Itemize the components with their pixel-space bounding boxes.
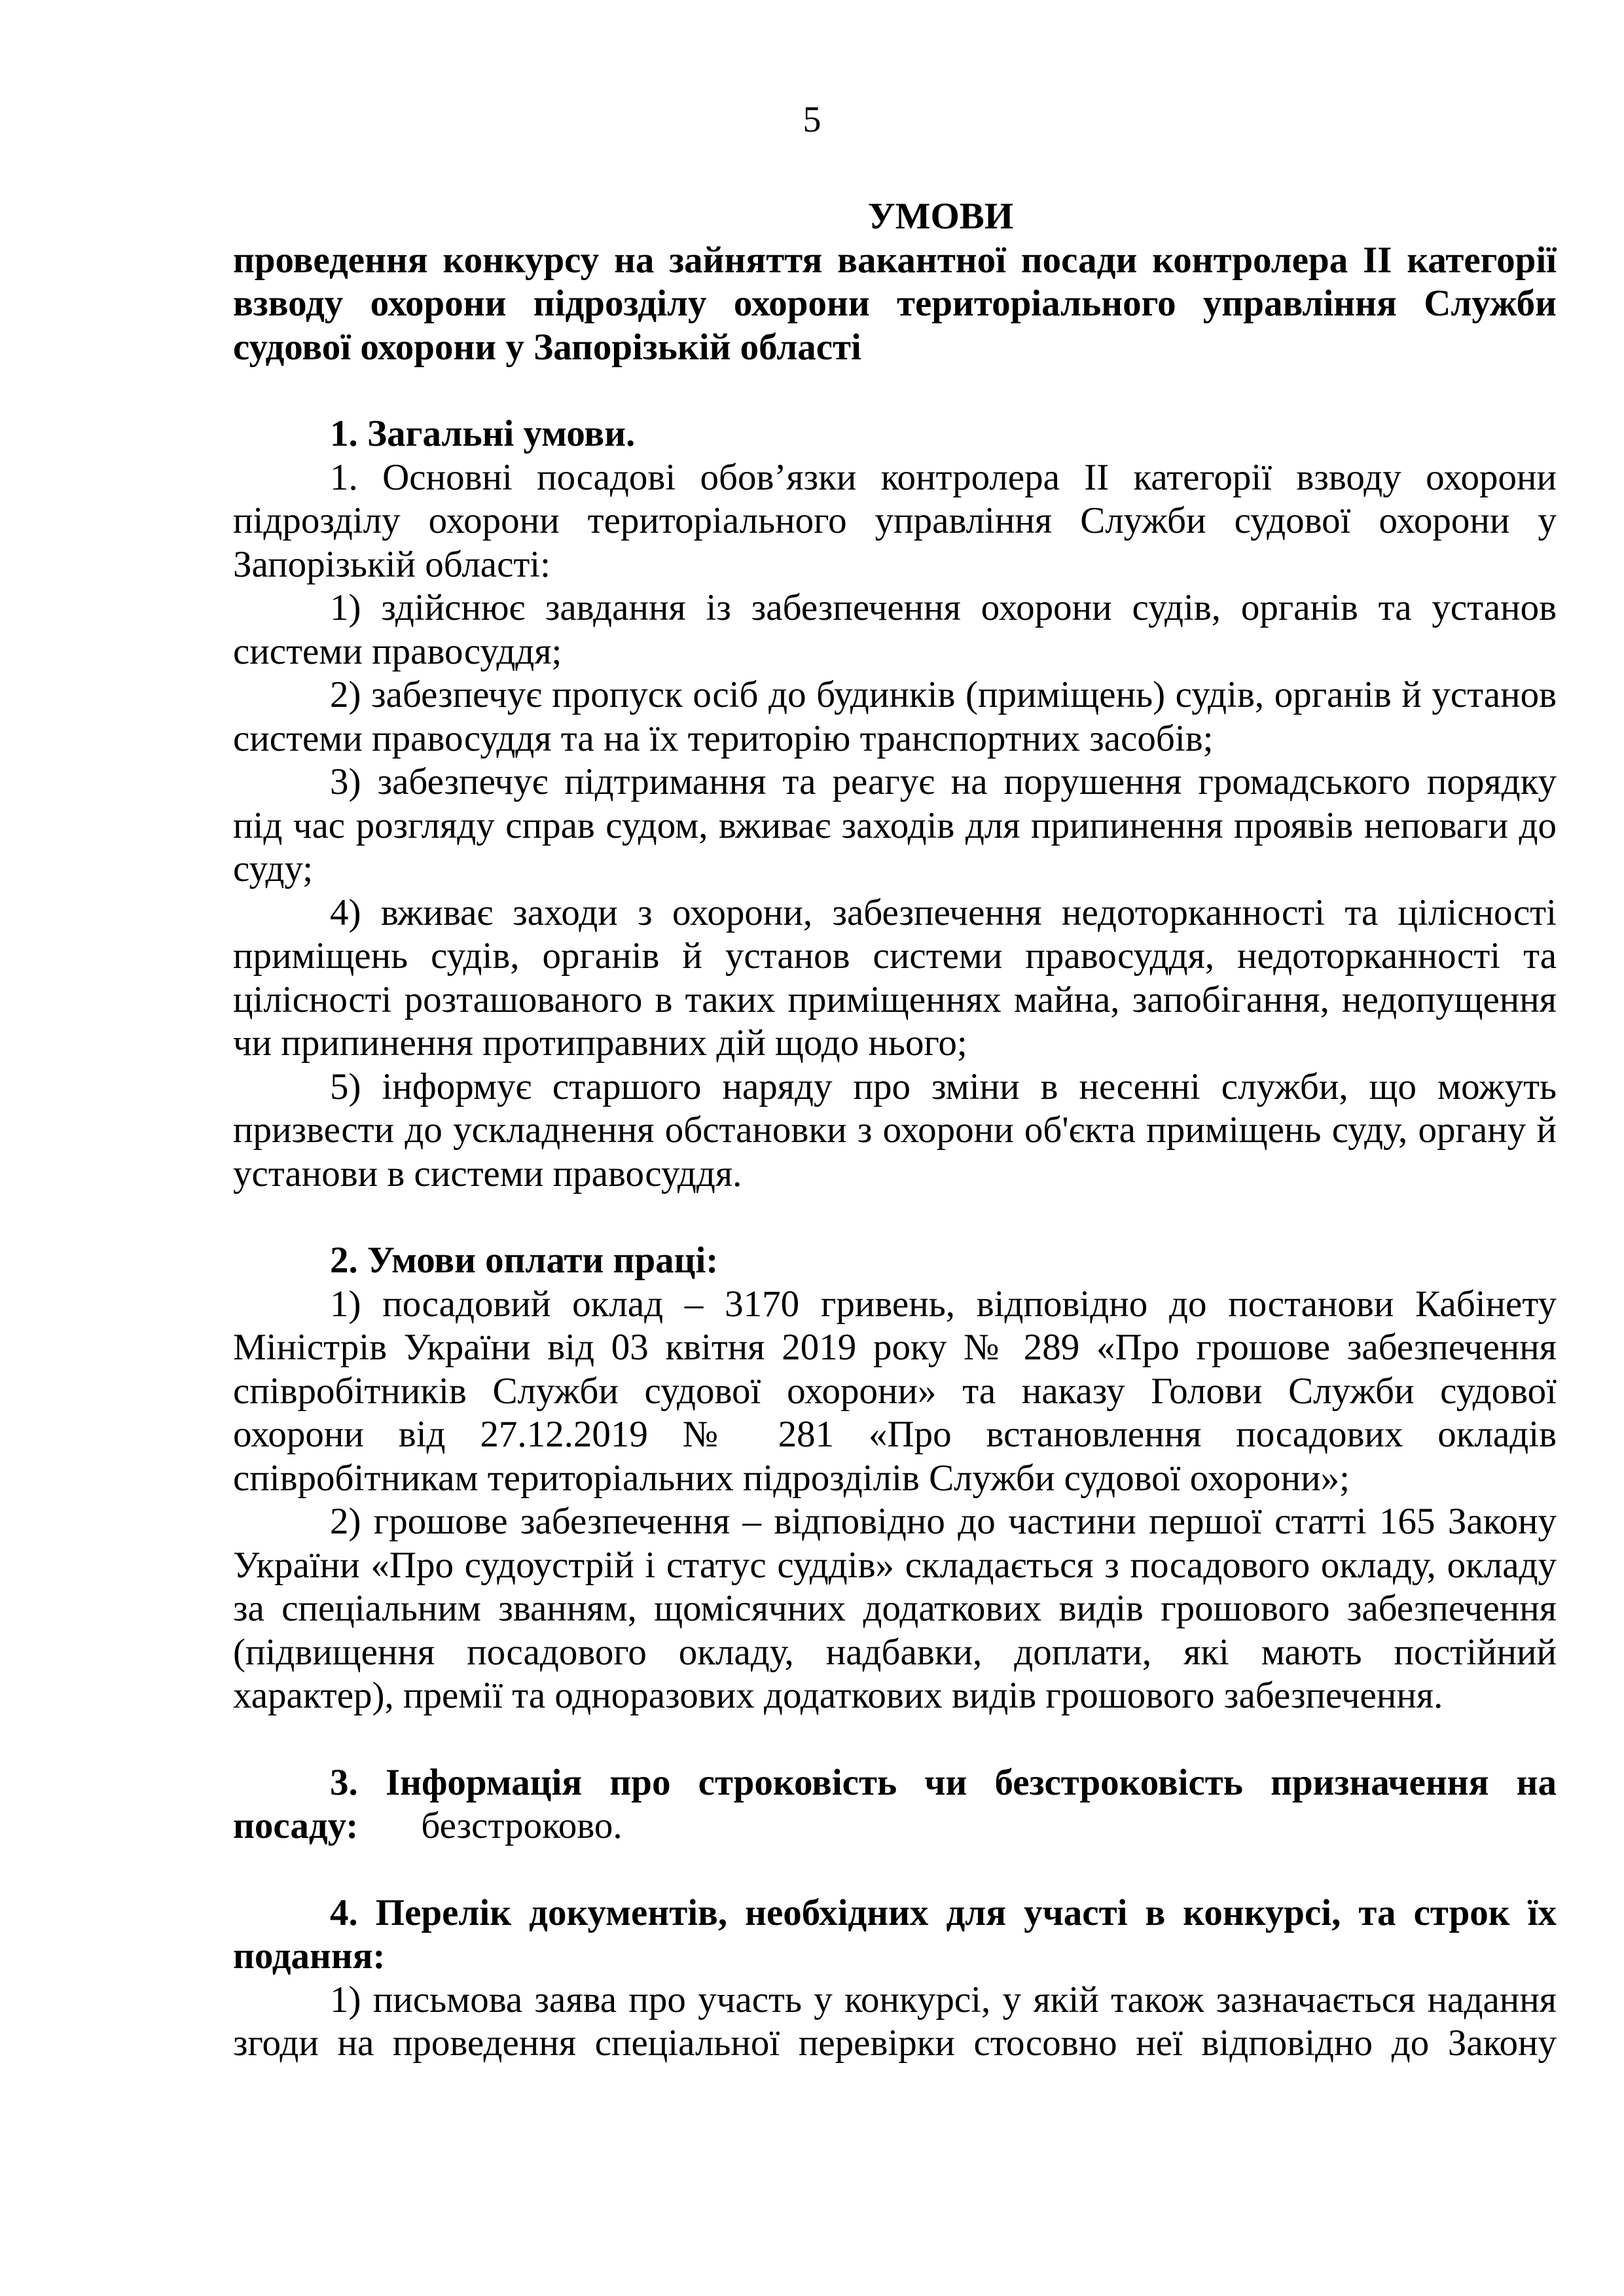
page-number: 5 [803,99,821,140]
document-body [233,195,1557,2066]
pay-item: 1) посадовий оклад – 3170 гривень, відповідно до постанови Кабінету Міністрів України від 03 квітня 2019 року № 289 «Про грошове забезпечення співробітників Служби судової охорони» та наказу Голови Служби судової охорони від 27.12.2019 № 281 «Про встановлення посадових окладів співробітникам територіальних підрозділів Служби судової охорони»; [233,1283,1557,1499]
document-item: 1) письмова заява про участь у конкурсі, у якій також зазначається надання згоди на проведення спеціальної перевірки стосовно неї відповідно до Закону [233,1979,1557,2064]
section-spacer [233,1848,1557,1892]
term-paragraph [233,1761,1557,1848]
section-spacer [233,1718,1557,1761]
pay-item: 2) грошове забезпечення – відповідно до частини першої статті 165 Закону України «Про судоустрій і статус суддів» складається з посадового окладу, окладу за спеціальним званням, щомісячних додаткових видів грошового забезпечення (підвищення посадового окладу, надбавки, доплати, які мають постійний характер), премії та одноразових додаткових видів грошового забезпечення. [233,1501,1557,1716]
section-spacer [233,1196,1557,1239]
section-heading: 2. Умови оплати праці: [330,1240,719,1281]
term-value: безстроково. [421,1805,623,1846]
section-heading: 3. Інформація про строковість чи безстроковість призначення на посаду: [233,1761,1557,1846]
section-general-conditions [233,412,1557,1196]
duty-item: 3) забезпечує підтримання та реагує на порушення громадського порядку під час розгляду справ судом, вживає заходів для припинення проявів неповаги до суду; [233,761,1557,889]
section-spacer [233,369,1557,412]
duty-item: 1) здійснює завдання із забезпечення охорони судів, органів та установ системи правосуддя; [233,587,1557,672]
section-term-of-appointment [233,1761,1557,1848]
section-heading: 1. Загальні умови. [330,413,636,454]
section-pay-conditions [233,1239,1557,1718]
section-heading: 4. Перелік документів, необхідних для участі в конкурсі, та строк їх подання: [233,1892,1557,1977]
section-required-documents [233,1892,1557,2066]
duty-item: 2) забезпечує пропуск осіб до будинків (приміщень) судів, органів й установ системи правосуддя та на їх територію транспортних засобів; [233,674,1557,759]
duty-item: 5) інформує старшого наряду про зміни в несенні служби, що можуть призвести до ускладнення обстановки з охорони об'єкта приміщень суду, органу й установи в системи правосуддя. [233,1066,1557,1194]
duties-intro-paragraph: 1. Основні посадові обов’язки контролера ІІ категорії взводу охорони підрозділу охорони територіального управління Служби судової охорони у Запорізькій області: [233,456,1557,585]
duty-item: 4) вживає заходи з охорони, забезпечення недоторканності та цілісності приміщень судів, органів й установ системи правосуддя, недоторканності та цілісності розташованого в таких приміщеннях майна, запобігання, недопущення чи припинення протиправних дій щодо нього; [233,891,1557,1064]
document-subtitle: проведення конкурсу на зайняття вакантної посади контролера ІІ категорії взводу охорони підрозділу охорони територіального управління Служби судової охорони у Запорізькій області [233,239,1557,368]
document-title: УМОВИ [867,196,1014,237]
